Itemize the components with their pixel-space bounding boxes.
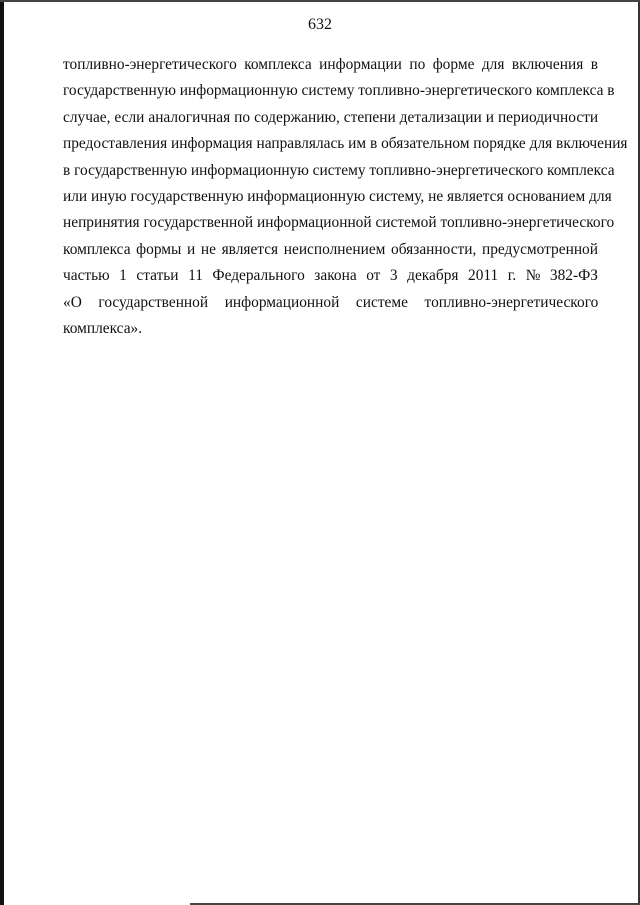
text-line: или иную государственную информационную систему, не является основанием для xyxy=(63,187,612,205)
text-line: частью 1 статьи 11 Федерального закона от 3 декабря 2011 г. № 382-ФЗ xyxy=(63,267,598,285)
text-line: государственную информационную систему топливно-энергетического комплекса в xyxy=(63,82,615,100)
document-paragraph xyxy=(63,52,628,342)
text-line: комплекса формы и не является неисполнением обязанности, предусмотренной xyxy=(63,240,598,258)
text-line: «О государственной информационной системе топливно-энергетического xyxy=(63,293,599,311)
text-line: случае, если аналогичная по содержанию, степени детализации и периодичности xyxy=(63,108,599,126)
scan-border-top xyxy=(0,0,640,2)
text-line: комплекса». xyxy=(63,319,143,337)
text-line: предоставления информация направлялась им в обязательном порядке для включения xyxy=(63,135,628,153)
scan-border-left xyxy=(0,0,4,905)
page-number: 632 xyxy=(308,16,332,33)
text-line: в государственную информационную систему топливно-энергетического комплекса xyxy=(63,161,615,179)
text-line: непринятия государственной информационной системой топливно-энергетического xyxy=(63,214,615,232)
text-line: топливно-энергетического комплекса информации по форме для включения в xyxy=(63,56,598,73)
